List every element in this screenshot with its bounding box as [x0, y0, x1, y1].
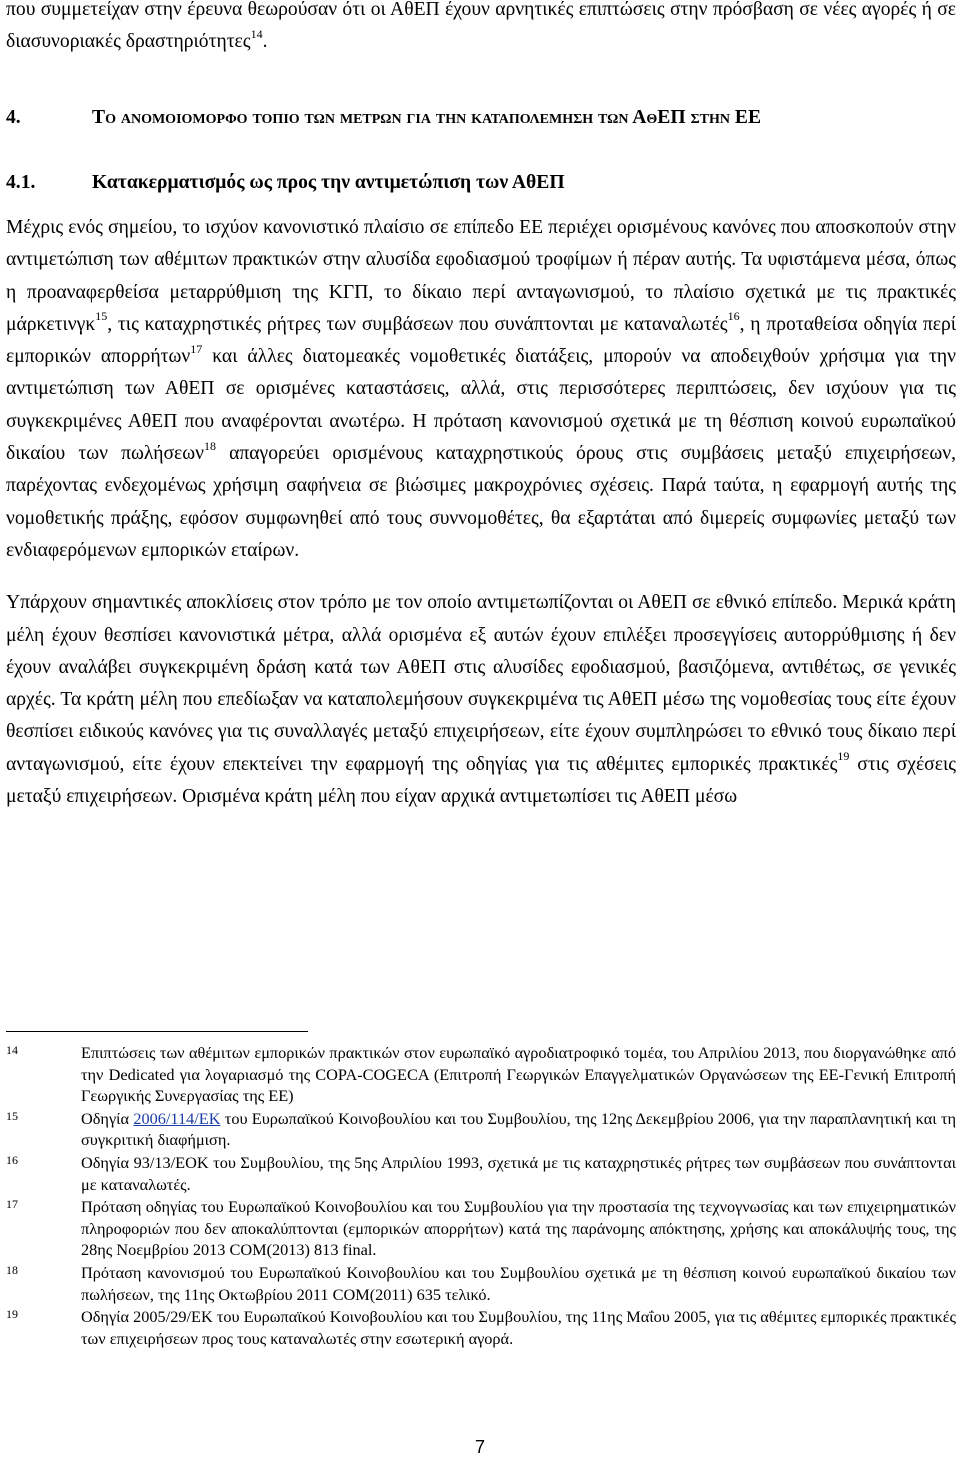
footnote-18 [6, 1262, 956, 1305]
footnote-ref-16[interactable]: 16 [727, 309, 740, 324]
main-text [6, 212, 956, 813]
footnote-number: 15 [6, 1108, 18, 1123]
footnote-number: 18 [6, 1262, 18, 1277]
subsection-number: 4.1. [6, 172, 36, 193]
section-number: 4. [6, 107, 21, 128]
footnote-ref-18[interactable]: 18 [204, 438, 217, 453]
footnote-ref-17[interactable]: 17 [190, 341, 203, 356]
subsection-title: Κατακερματισμός ως προς την αντιμετώπιση των ΑθΕΠ [92, 172, 565, 193]
section-heading-4 [6, 101, 956, 135]
footnote-ref-19[interactable]: 19 [837, 749, 850, 764]
footnote-number: 14 [6, 1043, 18, 1057]
footnote-text: Πρόταση κανονισμού του Ευρωπαϊκού Κοινοβουλίου και του Συμβουλίου σχετικά με τη θέσπιση κοινού ευρωπαϊκού δικαίου των πωλήσεων, της 11ης Οκτωβρίου 2011 COM(2011) 635 τελικό. [81, 1262, 956, 1304]
footnote-text: Οδηγία 2005/29/ΕΚ του Ευρωπαϊκού Κοινοβουλίου και του Συμβουλίου, της 11ης Μαΐου 2005, για τις αθέμιτες εμπορικές πρακτικές των επιχειρήσεων προς τους καταναλωτές στην εσωτερική αγορά. [81, 1307, 956, 1348]
footnote-number: 19 [6, 1307, 18, 1322]
directive-link[interactable]: 2006/114/ΕΚ [133, 1108, 221, 1128]
page-number: 7 [474, 1437, 485, 1457]
footnote-16 [6, 1152, 956, 1195]
section-heading-4-1 [6, 172, 565, 194]
footnote-text: Οδηγία 2006/114/ΕΚ του Ευρωπαϊκού Κοινοβουλίου και του Συμβουλίου, της 12ης Δεκεμβρίου 2006, για την παραπλανητική και τη συγκριτική διαφήμιση. [81, 1108, 957, 1150]
footnote-number: 17 [6, 1197, 18, 1212]
footnote-text: Οδηγία 93/13/ΕΟΚ του Συμβουλίου, της 5ης Απριλίου 1993, σχετικά με τις καταχρηστικές ρήτρες των συμβάσεων που συνάπτονται με καταναλωτές. [81, 1152, 956, 1194]
footnotes [6, 1042, 956, 1350]
footnote-text: Πρόταση οδηγίας του Ευρωπαϊκού Κοινοβουλίου και του Συμβουλίου για την προστασία της τεχνογνωσίας και των επιχειρηματικών πληροφοριών που δεν αποκαλύπτονται (εμπορικών απορρήτων) κατά της παράνομης απόκτησης, χρήσης και αποκάλυψής τους, της 28ης Νοεμβρίου 2013 COM(2013) 813 final. [81, 1197, 956, 1260]
section-title: Το ανομοιομορφο τοπιο των μετρων για την καταπολεμηση των ΑθΕΠ στην ΕΕ [92, 107, 762, 128]
intro-paragraph: που συμμετείχαν στην έρευνα θεωρούσαν ότι οι ΑθΕΠ έχουν αρνητικές επιπτώσεις στην πρόσβαση σε νέες αγορές ή σε διασυνοριακές δραστηριότητες$^{14}$. [6, 0, 956, 53]
footnote-17 [6, 1196, 956, 1261]
paragraph-1: Μέχρις ενός σημείου, το ισχύον κανονιστικό πλαίσιο σε επίπεδο ΕΕ περιέχει ορισμένους κανόνες που αποσκοπούν στην αντιμετώπιση των αθέμιτων πρακτικών στην αλυσίδα εφοδιασμού τροφίμων ή πέραν αυτής. Τα υφιστάμενα μέσα, όπως η προαναφερθείσα μεταρρύθμιση της ΚΓΠ, το δίκαιο περί ανταγωνισμού, το πλαίσιο σχετικά με τις πρακτικές μάρκετινγκ$^{15}$, τις καταχρηστικές ρήτρες των συμβάσεων που συνάπτονται με καταναλωτές$^{16}$, η προταθείσα οδηγία περί εμπορικών απορρήτων$^{17}$ και άλλες διατομεακές νομοθετικές διατάξεις, μπορούν να αποδειχθούν χρήσιμα για την αντιμετώπιση των ΑθΕΠ σε ορισμένες καταστάσεις, αλλά, στις περισσότερες περιπτώσεις, δεν ισχύουν για τις συγκεκριμένες ΑθΕΠ που αναφέρονται ανωτέρω. Η πρόταση κανονισμού σχετικά με τη θέσπιση κοινού ευρωπαϊκού δικαίου των πωλήσεων$^{18}$ απαγορεύει ορισμένους καταχρηστικούς όρους στις συμβάσεις μεταξύ επιχειρήσεων, παρέχοντας ενδεχομένως χρήσιμη σαφήνεια σε βιώσιμες μακροχρόνιες σχέσεις. Παρά ταύτα, η εφαρμογή αυτής της νομοθετικής πράξης, εφόσον συμφωνηθεί από τους συννομοθέτες, θα εξαρτάται από διμερείς συμφωνίες μεταξύ των ενδιαφερόμενων εμπορικών εταίρων. [6, 217, 957, 561]
footnote-15 [6, 1108, 956, 1151]
footnote-19 [6, 1306, 956, 1349]
footnote-text: Επιπτώσεις των αθέμιτων εμπορικών πρακτικών στον ευρωπαϊκό αγροδιατροφικό τομέα, του Απριλίου 2013, που διοργανώθηκε από την Dedicated για λογαριασμό της COPA-COGECA (Επιτροπή Γεωργικών Επαγγελματικών Οργανώσεων της ΕΕ-Γενική Επιτροπή Γεωργικής Συνεργασίας της ΕΕ) [81, 1043, 956, 1106]
footnote-14 [6, 1042, 956, 1107]
paragraph-2: Υπάρχουν σημαντικές αποκλίσεις στον τρόπο με τον οποίο αντιμετωπίζονται οι ΑθΕΠ σε εθνικό επίπεδο. Μερικά κράτη μέλη έχουν θεσπίσει κανονιστικά μέτρα, αλλά ορισμένα εξ αυτών έχουν επιλέξει προσεγγίσεις αυτορρύθμισης ή δεν έχουν αναλάβει συγκεκριμένη δράση κατά των ΑθΕΠ στις αλυσίδες εφοδιασμού, βασιζόμενα, αντιθέτως, σε γενικές αρχές. Τα κράτη μέλη που επεδίωξαν να καταπολεμήσουν συγκεκριμένα τις ΑθΕΠ μέσω της νομοθεσίας τους είτε έχουν θεσπίσει ειδικούς κανόνες για τις συναλλαγές μεταξύ επιχειρήσεων, είτε έχουν συμπληρώσει το εθνικό τους δίκαιο περί ανταγωνισμού, είτε έχουν επεκτείνει την εφαρμογή της οδηγίας για τις αθέμιτες εμπορικές πρακτικές$^{19}$ στις σχέσεις μεταξύ επιχειρήσεων. Ορισμένα κράτη μέλη που είχαν αρχικά αντιμετωπίσει τις ΑθΕΠ μέσω [6, 592, 956, 808]
footnote-number: 16 [6, 1152, 18, 1167]
intro-text: που συμμετείχαν στην έρευνα θεωρούσαν ότι οι ΑθΕΠ έχουν αρνητικές επιπτώσεις στην πρόσβαση σε νέες αγορές ή σε διασυνοριακές δραστηριότητες [6, 0, 956, 53]
footnote-ref-15[interactable]: 15 [95, 309, 108, 324]
footnote-ref-14[interactable]: 14 [250, 26, 263, 41]
footnote-separator [6, 1031, 308, 1032]
